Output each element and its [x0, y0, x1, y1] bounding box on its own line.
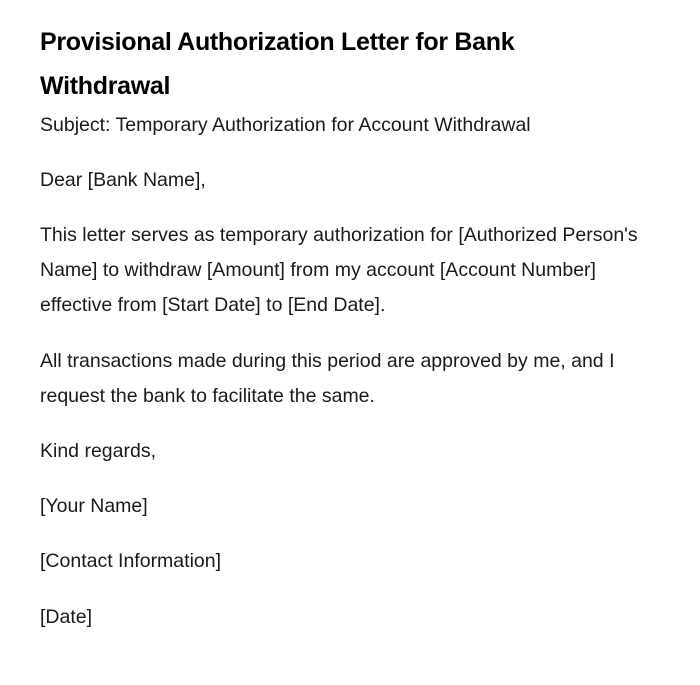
body-paragraph-approval: All transactions made during this period are approved by me, and I request the bank to facilitate the same.	[40, 350, 615, 407]
letter-document	[40, 20, 640, 635]
signature-name: [Your Name]	[40, 495, 148, 517]
closing-line: Kind regards,	[40, 440, 156, 462]
contact-information: [Contact Information]	[40, 550, 222, 572]
subject-line: Subject: Temporary Authorization for Account Withdrawal	[40, 114, 531, 136]
greeting-line: Dear [Bank Name],	[40, 169, 206, 191]
letter-date: [Date]	[40, 606, 93, 628]
body-paragraph-authorization: This letter serves as temporary authorization for [Authorized Person's Name] to withdraw [Amount] from my account [Account Number] effective from [Start Date] to [End Date].	[40, 224, 638, 316]
letter-title: Provisional Authorization Letter for Bank Withdrawal	[40, 28, 515, 100]
